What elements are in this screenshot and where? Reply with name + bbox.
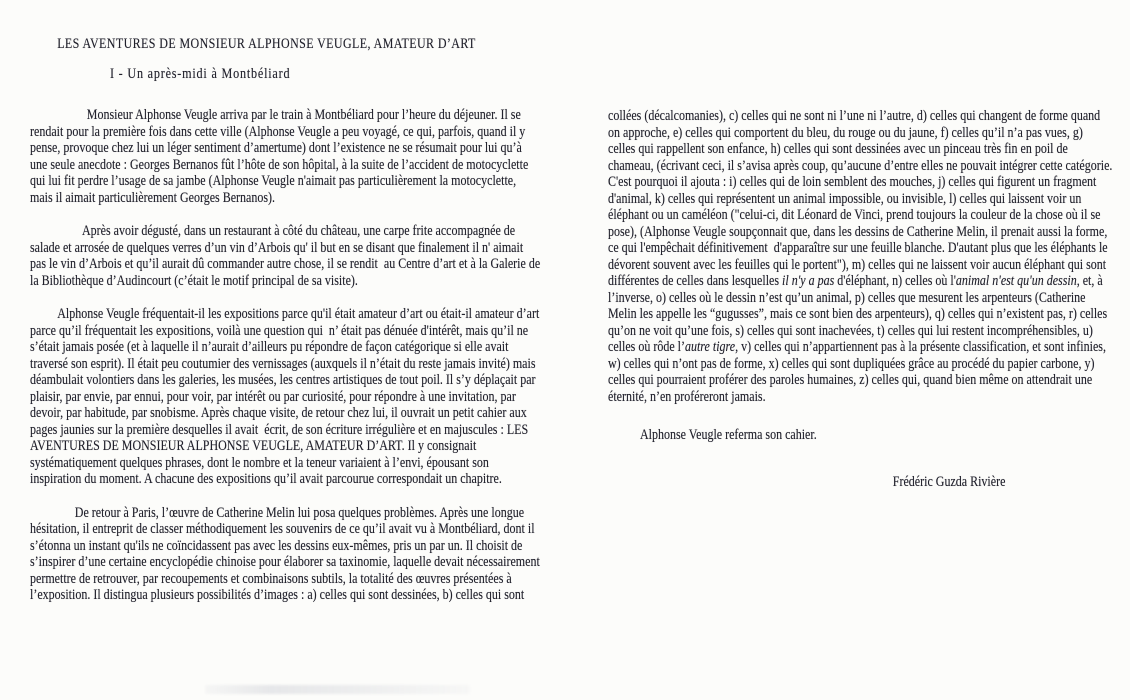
paragraph-taxonomy: De retour à Paris, l’œuvre de Catherine Melin lui posa quelques problèmes. Après une longue hésitation, il entreprit de classer méthodiquement les souvenirs de ce qu’il avait vu à Montbéliard, dont il s’étonna un instant qu'ils ne coïncidassent pas avec les dessins eux-mêmes, pris un par un. Il choisit de s’inspirer d’une certaine encyclopédie chinoise pour élaborer sa taxinomie, laquelle devait nécessairement permettre de retrouver, par recoupements et combinaisons subtils, la totalité des œuvres présentées à l’exposition. Il distingua plusieurs possibilités d’images : a) celles qui sont dessinées, b) celles qui sont	[30, 504, 540, 603]
paragraph-expositions: Alphonse Veugle fréquentait-il les expositions parce qu'il était amateur d’art ou était-il amateur d’art parce qu’il fréquentait les expositions, voilà une question qui n’ était pas dénuée d'intérêt, mais qu’il ne s’était jamais posée (et à laquelle il n’aurait d’ailleurs pu répondre de façon catégorique si elle avait traversé son esprit). Il était peu coutumier des vernissages (auxquels il n’était du reste jamais invité) mais déambulait volontiers dans les galeries, les musées, les centres artistiques de tout poil. Il s’y déplaçait par plaisir, par envie, par ennui, pour voir, par intérêt ou par curiosité, pour répondre à une invitation, par devoir, par habitude, par snobisme. Après chaque visite, de retour chez lui, il ouvrait un petit cahier aux pages jaunies sur la première desquelles il avait écrit, de son écriture irrégulière et en majuscules : LES AVENTURES DE MONSIEUR ALPHONSE VEUGLE, AMATEUR D’ART. Il y consignait systématiquement quelques phrases, dont le nombre et la teneur variaient à l’envi, épousant son inspiration du moment. A chacune des expositions qu’il avait parcourue correspondait un chapitre.	[30, 306, 540, 487]
paragraph-classification-continued: collées (décalcomanies), c) celles qui ne sont ni l’une ni l’autre, d) celles qui changent de forme quand on approche, e) celles qui comportent du bleu, du rouge ou du jaune, f) celles qu’il n’a pas vues, g) celles qui rappellent son enfance, h) celles qui sont dessinées avec un pinceau très fin en poil de chameau, (écrivant ceci, il s’avisa après coup, qu’aucune d’entre elles ne pouvait intégrer cette catégorie. C'est pourquoi il ajouta : i) celles qui de loin semblent des mouches, j) celles qui figurent un fragment d'animal, k) celles qui représentent un animal impossible, ou invisible, l) celles qui laissent voir un éléphant ou un caméléon ("celui-ci, dit Léonard de Vinci, prend toujours la couleur de la chose où il se pose), (Alphonse Veugle soupçonnait que, dans les dessins de Catherine Melin, il prenait aussi la forme, ce qui l'empêchait définitivement d'apparaître sur une feuille blanche. D'autant plus que les éléphants le dévorent souvent avec les feuilles qui le portent"), m) celles qui ne laissent voir aucun éléphant qui sont différentes de celles dans lesquelles il n'y a pas d'éléphant, n) celles où l'animal n'est qu'un dessin, et, à l’inverse, o) celles où le dessin n’est qu’un animal, p) celles que mesurent les arpenteurs (Catherine Melin les appelle les “gugusses”, mais ce sont bien des arpenteurs), q) celles qui n’existent pas, r) celles qu’on ne voit qu’une fois, s) celles qui sont inachevées, t) celles qui lui restent incompréhensibles, u) celles où rôde l’autre tigre, v) celles qui n’appartiennent pas à la présente classification, et sont infinies, w) celles qui n’ont pas de forme, x) celles qui sont dupliquées grâce au procédé du papier carbone, y) celles qui pourraient proférer des paroles humaines, z) celles qui, quand bien même on attendrait une éternité, n’en proféreront jamais.	[608, 108, 1113, 405]
right-column	[608, 108, 1113, 490]
paragraph-arrival: Monsieur Alphonse Veugle arriva par le train à Montbéliard pour l’heure du déjeuner. Il se rendait pour la première fois dans cette ville (Alphonse Veugle a peu voyagé, ce qui, parfois, quand il y pense, provoque chez lui un léger sentiment d’amertume) dont l’existence ne se résumait pour lui qu’à une seule anecdote : Georges Bernanos fût l’hôte de son hôpital, à la suite de l’accident de motocyclette qui lui fit perdre l’usage de sa jambe (Alphonse Veugle n'aimait pas particulièrement la motocyclette, mais il aimait particulièrement Georges Bernanos).	[30, 107, 529, 206]
paragraph-lunch: Après avoir dégusté, dans un restaurant à côté du château, une carpe frite accompagnée de salade et arrosée de quelques verres d’un vin d’Arbois qu' il but en se disant que finalement il n' aimait pas le vin d’Arbois et qu’il aurait dû commander autre chose, il se rendit au Centre d’art et à la Galerie de la Bibliothèque d’Audincourt (c’était le motif principal de sa visite).	[30, 223, 541, 289]
document-title: LES AVENTURES DE MONSIEUR ALPHONSE VEUGLE, AMATEUR D’ART	[57, 36, 476, 52]
author-signature: Frédéric Guzda Rivière	[892, 473, 1006, 490]
closing-line: Alphonse Veugle referma son cahier.	[640, 427, 817, 443]
chapter-heading: I - Un après-midi à Montbéliard	[110, 64, 291, 82]
left-column	[30, 36, 540, 604]
scan-bleed-artifact	[205, 685, 470, 694]
